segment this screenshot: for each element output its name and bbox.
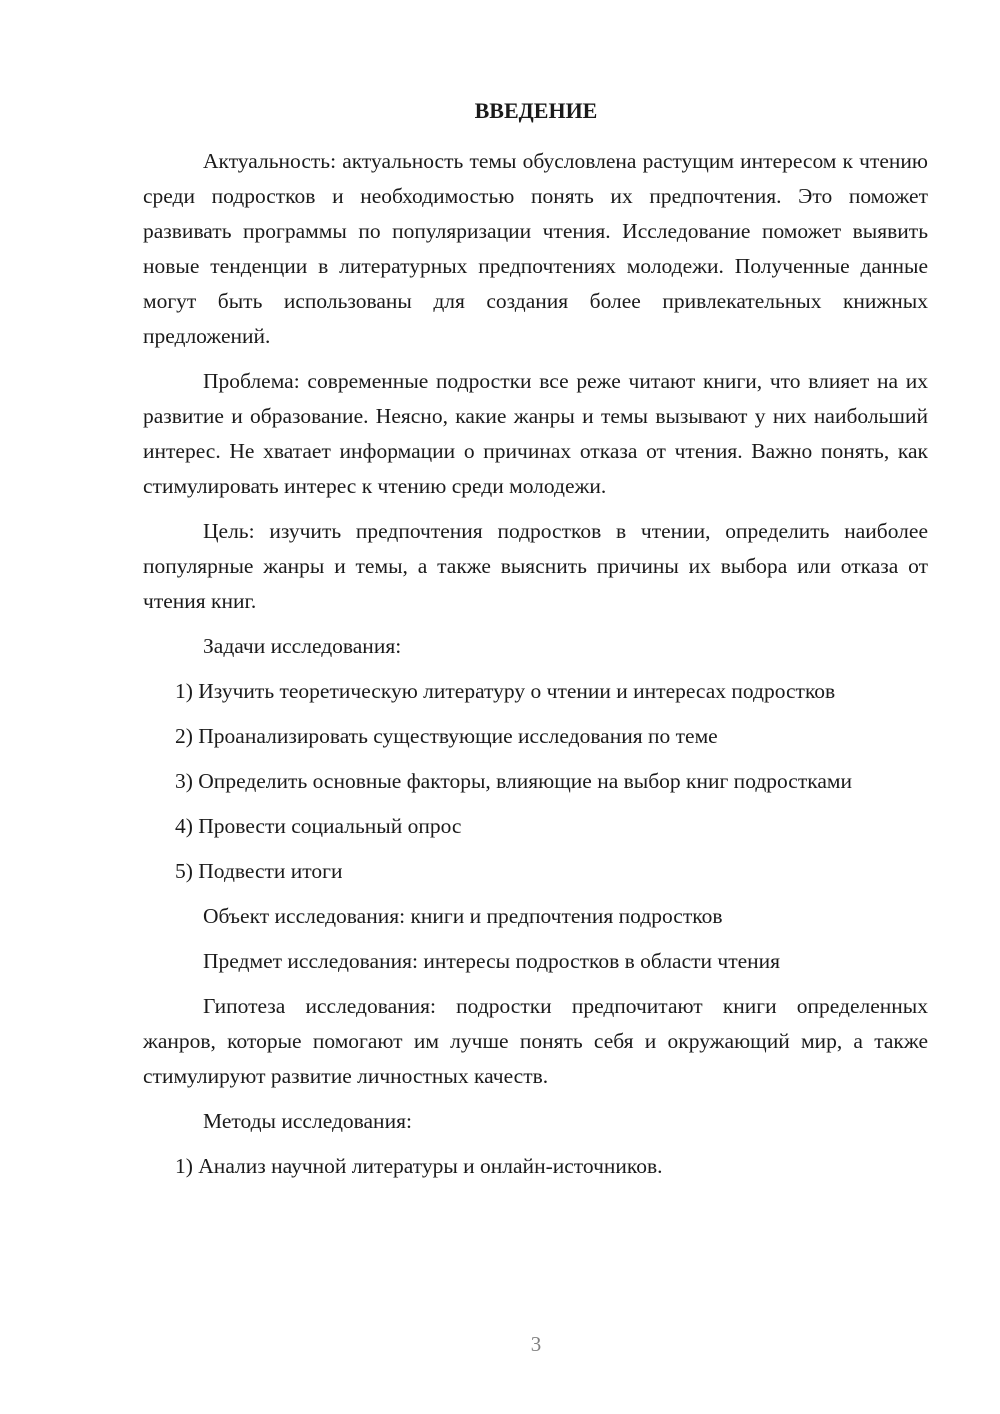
task-item-2: 2) Проанализировать существующие исследования по теме [175, 724, 718, 748]
paragraph-hypothesis: Гипотеза исследования: подростки предпочитают книги определенных жанров, которые помогают им лучше понять себя и окружающий мир, а также стимулируют развитие личностных качеств. [143, 994, 928, 1088]
document-body [143, 144, 928, 1194]
method-item-1: 1) Анализ научной литературы и онлайн-источников. [175, 1154, 663, 1178]
paragraph-methods-heading: Методы исследования: [203, 1109, 412, 1133]
task-item-1: 1) Изучить теоретическую литературу о чтении и интересах подростков [175, 679, 836, 703]
paragraph-goal: Цель: изучить предпочтения подростков в чтении, определить наиболее популярные жанры и темы, а также выяснить причины их выбора или отказа от чтения книг. [143, 519, 928, 613]
section-title: ВВЕДЕНИЕ [474, 98, 598, 123]
paragraph-problem: Проблема: современные подростки все реже читают книги, что влияет на их развитие и образование. Неясно, какие жанры и темы вызывают у них наибольший интерес. Не хватает информации о причинах отказа от чтения. Важно понять, как стимулировать интерес к чтению среди молодежи. [143, 369, 928, 498]
paragraph-subject: Предмет исследования: интересы подростков в области чтения [203, 949, 781, 973]
paragraph-object: Объект исследования: книги и предпочтения подростков [203, 904, 723, 928]
page-number: 3 [530, 1332, 542, 1356]
paragraph-relevance: Актуальность: актуальность темы обусловлена растущим интересом к чтению среди подростков и необходимостью понять их предпочтения. Это поможет развивать программы по популяризации чтения. Исследование поможет выявить новые тенденции в литературных предпочтениях молодежи. Полученные данные могут быть использованы для создания более привлекательных книжных предложений. [143, 149, 928, 348]
task-item-5: 5) Подвести итоги [175, 859, 343, 883]
task-item-4: 4) Провести социальный опрос [175, 814, 462, 838]
task-item-3: 3) Определить основные факторы, влияющие на выбор книг подростками [175, 769, 853, 793]
paragraph-tasks-heading: Задачи исследования: [203, 634, 402, 658]
